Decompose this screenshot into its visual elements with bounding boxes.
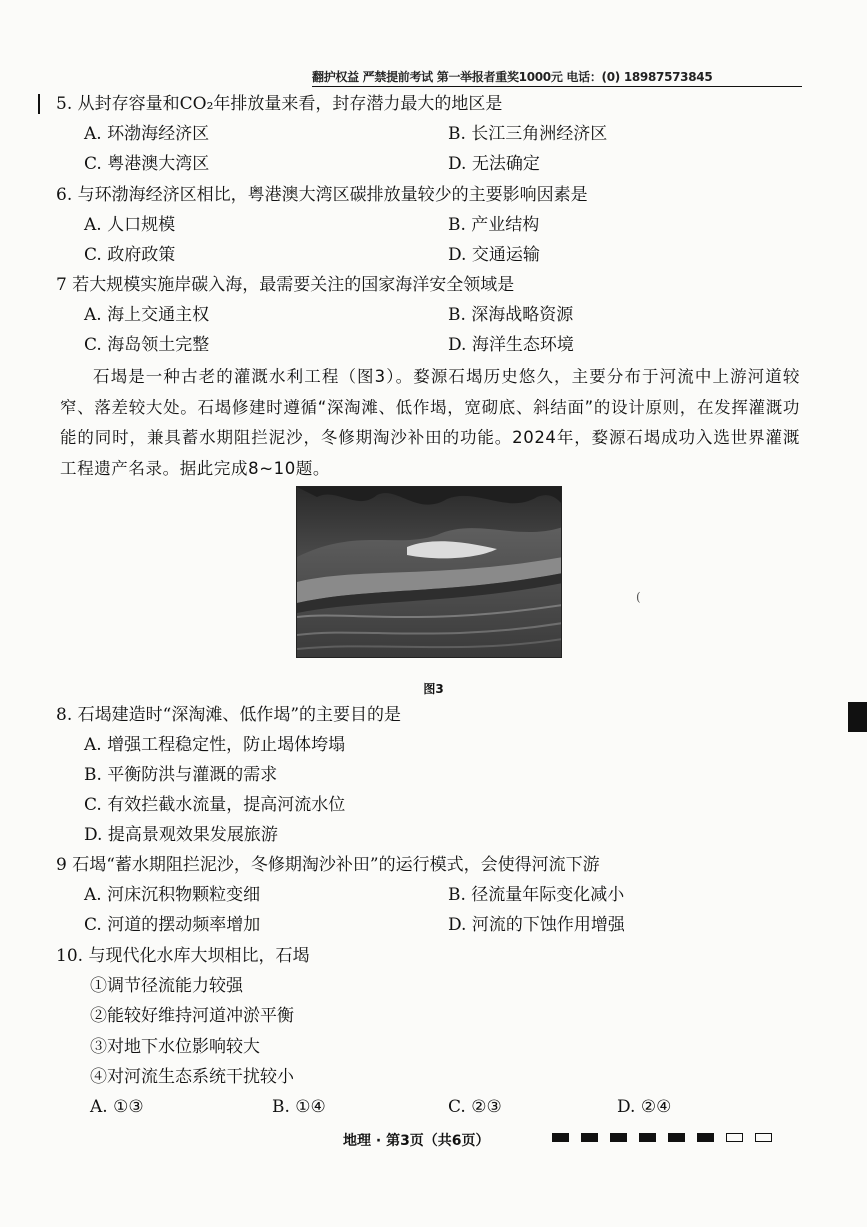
question-8-option-c[interactable]: C. 有效拦截水流量，提高河流水位 [84, 795, 346, 815]
question-8-stem: 8. 石堨建造时“深淘滩、低作堨”的主要目的是 [56, 705, 402, 725]
question-9-option-c[interactable]: C. 河道的摆动频率增加 [84, 915, 261, 935]
question-5-option-c[interactable]: C. 粤港澳大湾区 [84, 154, 210, 174]
question-6-option-d[interactable]: D. 交通运输 [448, 245, 540, 265]
question-10-statement-2: ②能较好维持河道冲淤平衡 [90, 1006, 294, 1026]
question-5-stem: 5. 从封存容量和CO₂年排放量来看，封存潜力最大的地区是 [56, 94, 503, 114]
question-10-option-a[interactable]: A. ①③ [90, 1097, 144, 1117]
question-9-stem: 9 石堨“蓄水期阻拦泥沙，冬修期淘沙补田”的运行模式，会使得河流下游 [56, 855, 600, 875]
question-7-stem: 7 若大规模实施岸碳入海，最需要关注的国家海洋安全领域是 [56, 275, 515, 295]
question-5-option-a[interactable]: A. 环渤海经济区 [84, 124, 210, 144]
figure-3-photo [296, 486, 562, 658]
question-9-option-b[interactable]: B. 径流量年际变化减小 [448, 885, 625, 905]
stone-weir-illustration [297, 487, 562, 658]
question-9-option-d[interactable]: D. 河流的下蚀作用增强 [448, 915, 625, 935]
question-6-option-b[interactable]: B. 产业结构 [448, 215, 540, 235]
footer-mark-filled [697, 1133, 714, 1142]
page-footer: 地理 · 第3页（共6页） [343, 1133, 490, 1149]
question-7-option-c[interactable]: C. 海岛领土完整 [84, 335, 210, 355]
question-6-option-c[interactable]: C. 政府政策 [84, 245, 176, 265]
question-10-option-d[interactable]: D. ②④ [617, 1097, 672, 1117]
question-7-option-d[interactable]: D. 海洋生态环境 [448, 335, 574, 355]
question-6-stem: 6. 与环渤海经济区相比，粤港澳大湾区碳排放量较少的主要影响因素是 [56, 185, 588, 205]
question-8-option-a[interactable]: A. 增强工程稳定性，防止堨体垮塌 [84, 735, 346, 755]
figure-3-caption: 图3 [423, 682, 444, 696]
question-6-option-a[interactable]: A. 人口规模 [84, 215, 176, 235]
footer-mark-hollow [755, 1133, 772, 1142]
footer-marks [552, 1133, 772, 1142]
question-8-option-b[interactable]: B. 平衡防洪与灌溉的需求 [84, 765, 278, 785]
question-5-option-b[interactable]: B. 长江三角洲经济区 [448, 124, 608, 144]
question-5-option-d[interactable]: D. 无法确定 [448, 154, 540, 174]
question-8-option-d[interactable]: D. 提高景观效果发展旅游 [84, 825, 278, 845]
question-10-stem: 10. 与现代化水库大坝相比，石堨 [56, 946, 310, 966]
footer-mark-filled [668, 1133, 685, 1142]
question-10-statement-3: ③对地下水位影响较大 [90, 1037, 260, 1057]
footer-mark-hollow [726, 1133, 743, 1142]
page-edge-tab [848, 702, 867, 732]
footer-mark-filled [639, 1133, 656, 1142]
footer-mark-filled [581, 1133, 598, 1142]
question-10-option-c[interactable]: C. ②③ [448, 1097, 502, 1117]
question-7-option-b[interactable]: B. 深海战略资源 [448, 305, 574, 325]
question-10-statement-4: ④对河流生态系统干扰较小 [90, 1067, 294, 1087]
question-10-option-b[interactable]: B. ①④ [272, 1097, 326, 1117]
question-10-statement-1: ①调节径流能力较强 [90, 976, 243, 996]
footer-mark-filled [552, 1133, 569, 1142]
margin-bar [38, 94, 40, 114]
question-9-option-a[interactable]: A. 河床沉积物颗粒变细 [84, 885, 261, 905]
reading-passage: 石堨是一种古老的灌溉水利工程（图3）。婺源石堨历史悠久，主要分布于河流中上游河道较窄、落差较大处。石堨修建时遵循“深淘滩、低作堨，宽砌底、斜结面”的设计原则，在发挥灌溉功能的同时，兼具蓄水期阻拦泥沙，冬修期淘沙补田的功能。2024年，婺源石堨成功入选世界灌溉工程遗产名录。据此完成8~10题。 [60, 367, 800, 478]
stray-mark: ( [636, 590, 641, 604]
question-7-option-a[interactable]: A. 海上交通主权 [84, 305, 210, 325]
footer-mark-filled [610, 1133, 627, 1142]
page-header-notice: 翻护权益 严禁提前考试 第一举报者重奖1000元 电话：(0) 18987573845 [312, 68, 802, 87]
